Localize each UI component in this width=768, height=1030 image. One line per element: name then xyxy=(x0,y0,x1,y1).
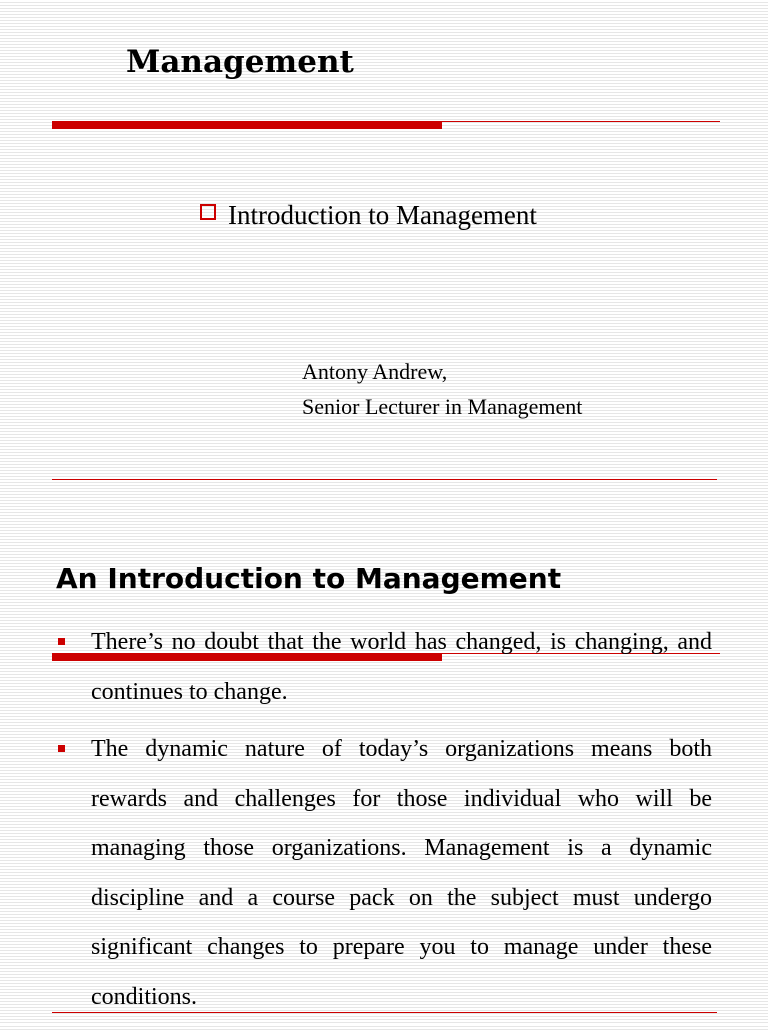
title-accent-bar xyxy=(52,121,442,129)
author-role: Senior Lecturer in Management xyxy=(302,394,583,419)
author-block xyxy=(302,354,582,424)
subtitle-text: Introduction to Management xyxy=(228,200,537,230)
list-item xyxy=(56,725,712,1022)
slide-title: Management xyxy=(126,44,354,80)
bullet-text: The dynamic nature of today’s organizations means both rewards and challenges for those individual who will be managing those organizations. Management is a dynamic discipline and a course pack on the subject must undergo significant changes to prepare you to manage under these conditions. xyxy=(91,736,712,1010)
slide-bottom-rule xyxy=(52,479,717,480)
slide-1 xyxy=(0,0,768,500)
filled-square-icon xyxy=(58,745,65,752)
slide-bottom-rule xyxy=(52,1012,717,1013)
bullet-text: There’s no doubt that the world has changed, is changing, and continues to change. xyxy=(91,629,712,705)
hollow-square-icon xyxy=(200,204,216,220)
bullet-list xyxy=(56,618,712,1030)
filled-square-icon xyxy=(58,638,65,645)
subtitle-item xyxy=(200,200,537,231)
list-item xyxy=(56,618,712,717)
title-rule-line xyxy=(52,121,720,122)
slide-title: An Introduction to Management xyxy=(56,562,562,595)
author-name: Antony Andrew, xyxy=(302,359,448,384)
